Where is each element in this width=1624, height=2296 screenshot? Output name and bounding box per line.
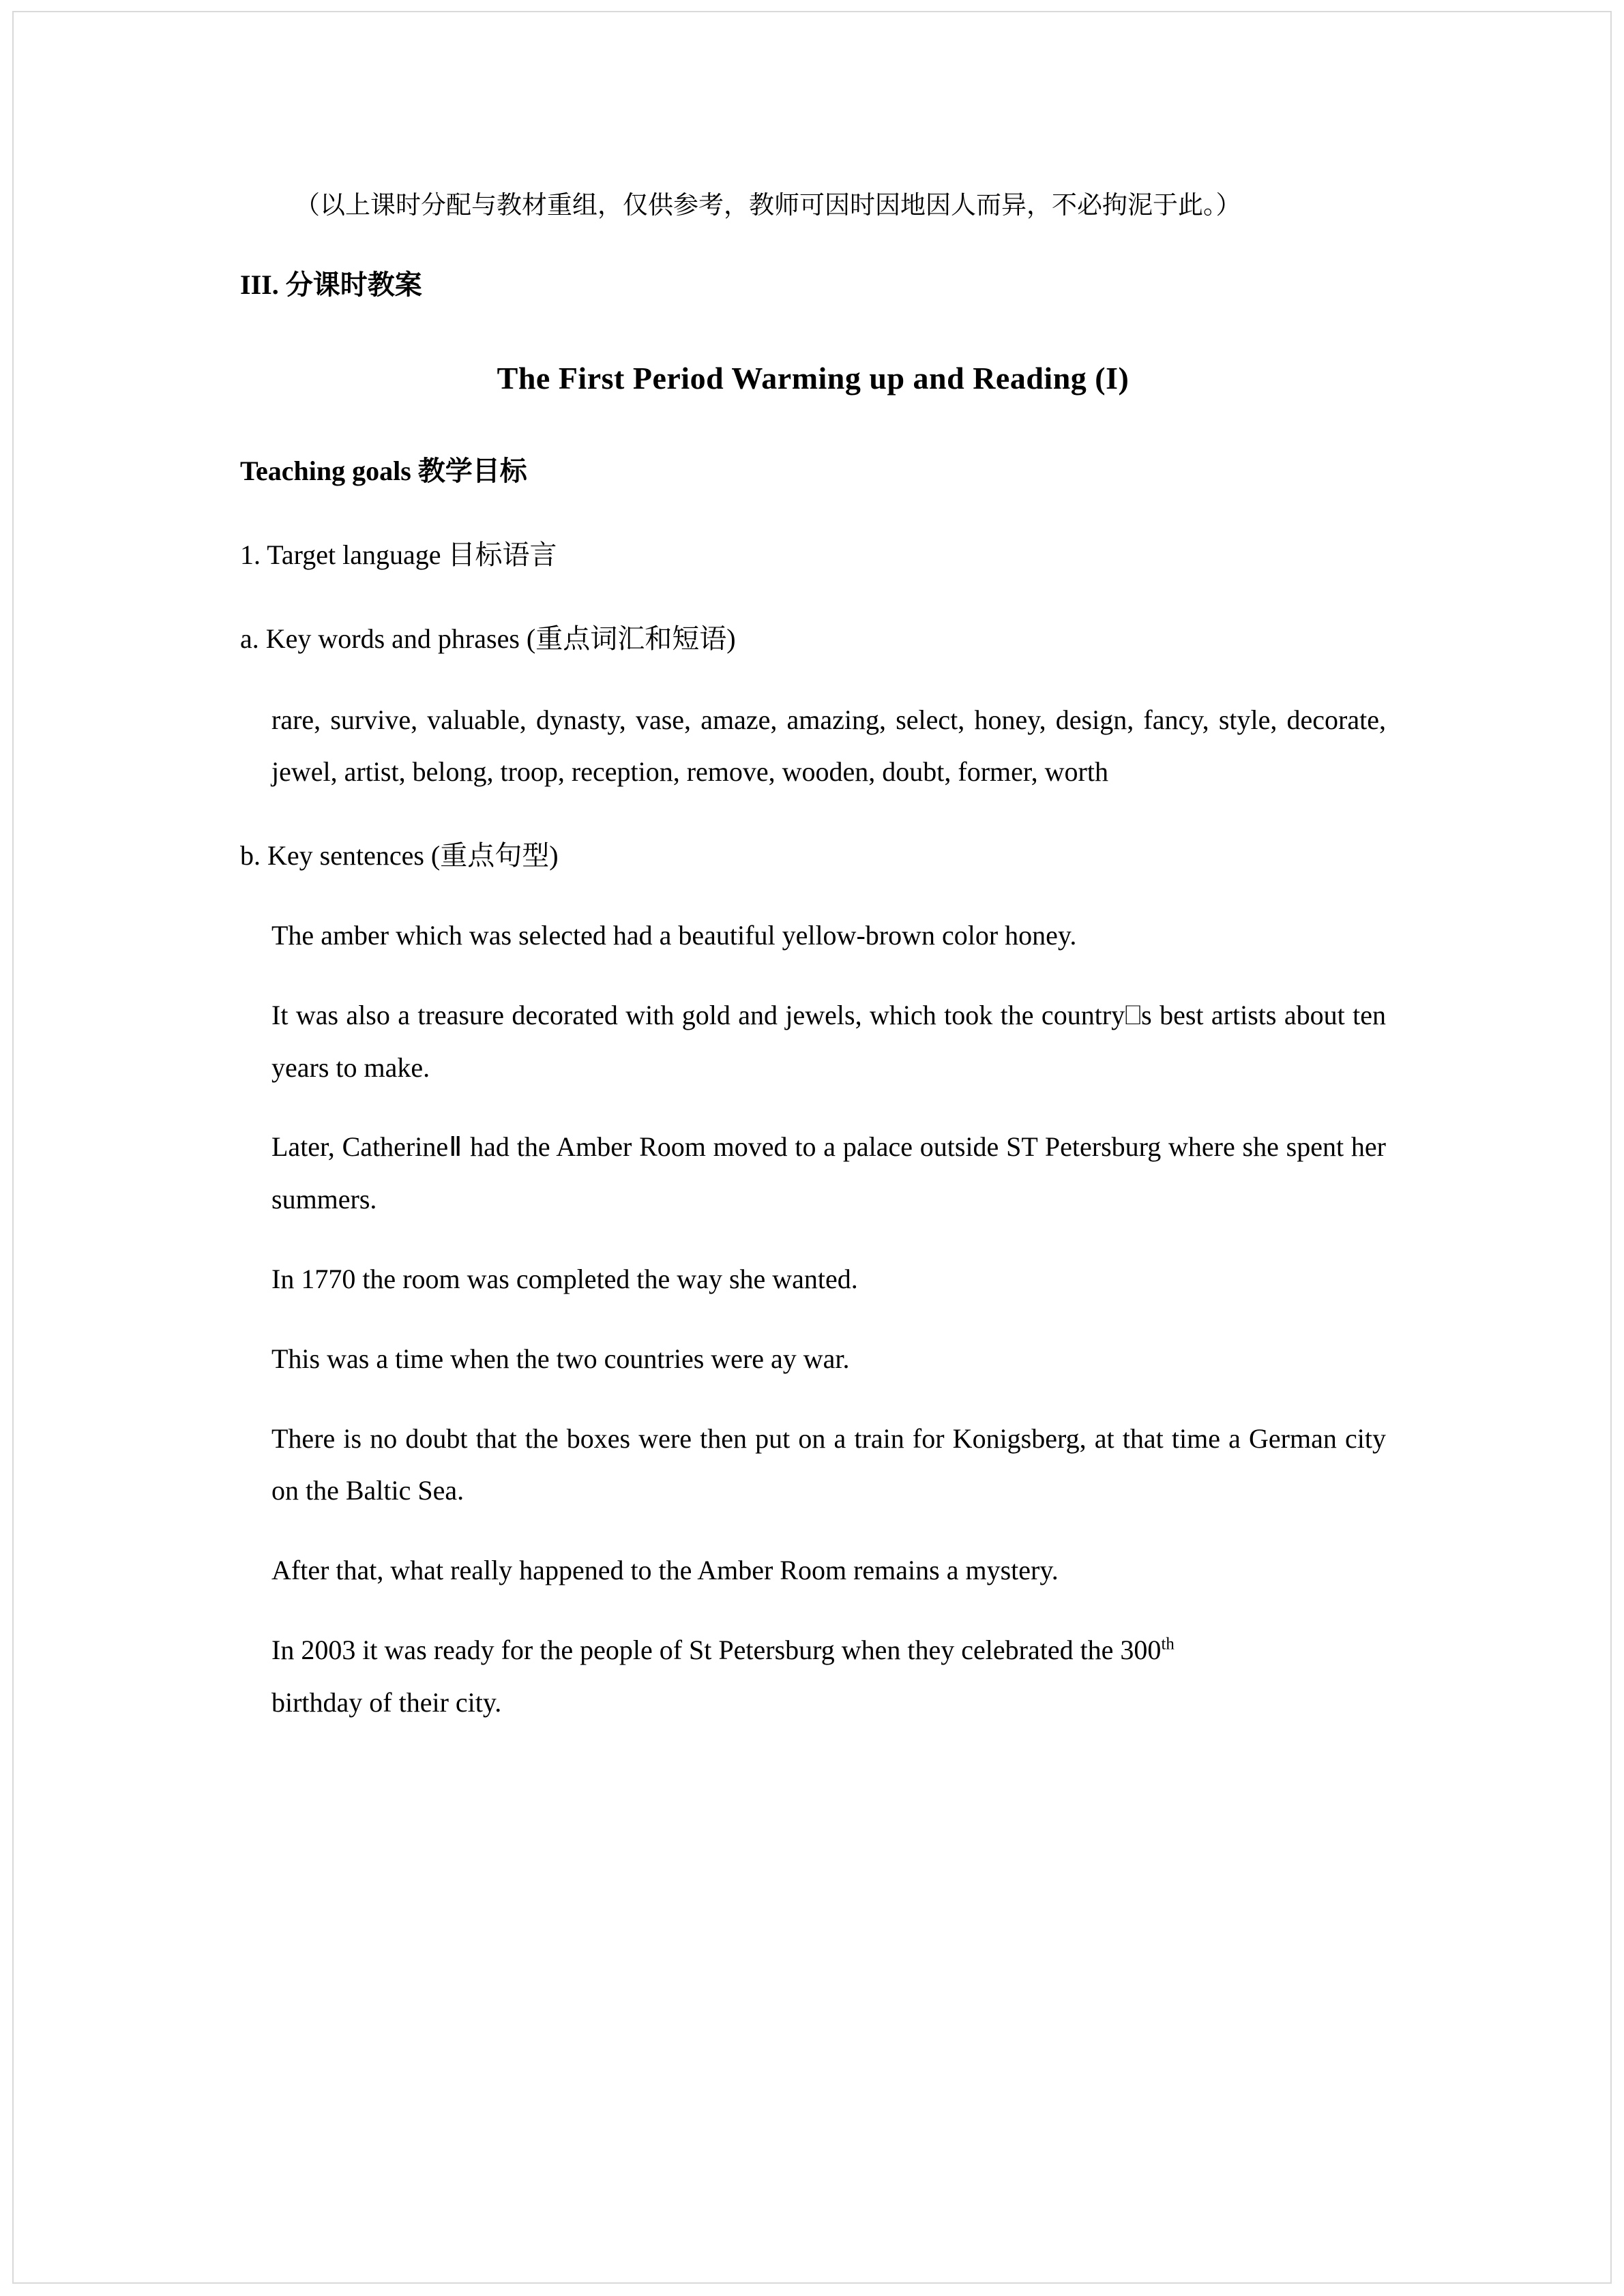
key-sentence-6: There is no doubt that the boxes were then put on a train for Konigsberg, at that time a German city on the Baltic Sea. (271, 1422, 1386, 1506)
section-heading: III. 分课时教案 (240, 269, 422, 301)
key-words-list: rare, survive, valuable, dynasty, vase, amaze, amazing, select, honey, design, fancy, style, decorate, jewel, artist, belong, troop, reception, remove, wooden, doubt, former, worth (271, 704, 1386, 788)
teaching-goals-heading: Teaching goals 教学目标 (240, 456, 527, 487)
document-content (240, 181, 1386, 1729)
key-sentence-8-continued: birthday of their city. (271, 1686, 502, 1718)
list-item-key-sentences-heading: b. Key sentences (重点句型) (240, 840, 559, 871)
list-item-key-words-heading: a. Key words and phrases (重点词汇和短语) (240, 623, 736, 654)
key-sentence-7: After that, what really happened to the Amber Room remains a mystery. (271, 1555, 1059, 1586)
key-sentence-4: In 1770 the room was completed the way she wanted. (271, 1263, 858, 1294)
key-sentence-2: It was also a treasure decorated with gold and jewels, which took the country⎕s best artists about ten years to make. (271, 999, 1386, 1083)
page-title: The First Period Warming up and Reading (I) (497, 360, 1130, 396)
key-sentence-1: The amber which was selected had a beautiful yellow-brown color honey. (271, 919, 1077, 951)
intro-paragraph: （以上课时分配与教材重组，仅供参考，教师可因时因地因人而异，不必拘泥于此。） (295, 190, 1241, 220)
key-sentence-3: Later, CatherineⅡ had the Amber Room moved to a palace outside ST Petersburg where she spent her summers. (271, 1131, 1386, 1215)
key-sentence-8 (271, 1624, 1386, 1677)
ordinal-suffix: th (1161, 1635, 1175, 1654)
list-item-target-language: 1. Target language 目标语言 (240, 539, 557, 570)
key-sentence-8-text: In 2003 it was ready for the people of St Petersburg when they celebrated the 300 (271, 1634, 1162, 1665)
key-sentence-5: This was a time when the two countries were ay war. (271, 1343, 850, 1374)
